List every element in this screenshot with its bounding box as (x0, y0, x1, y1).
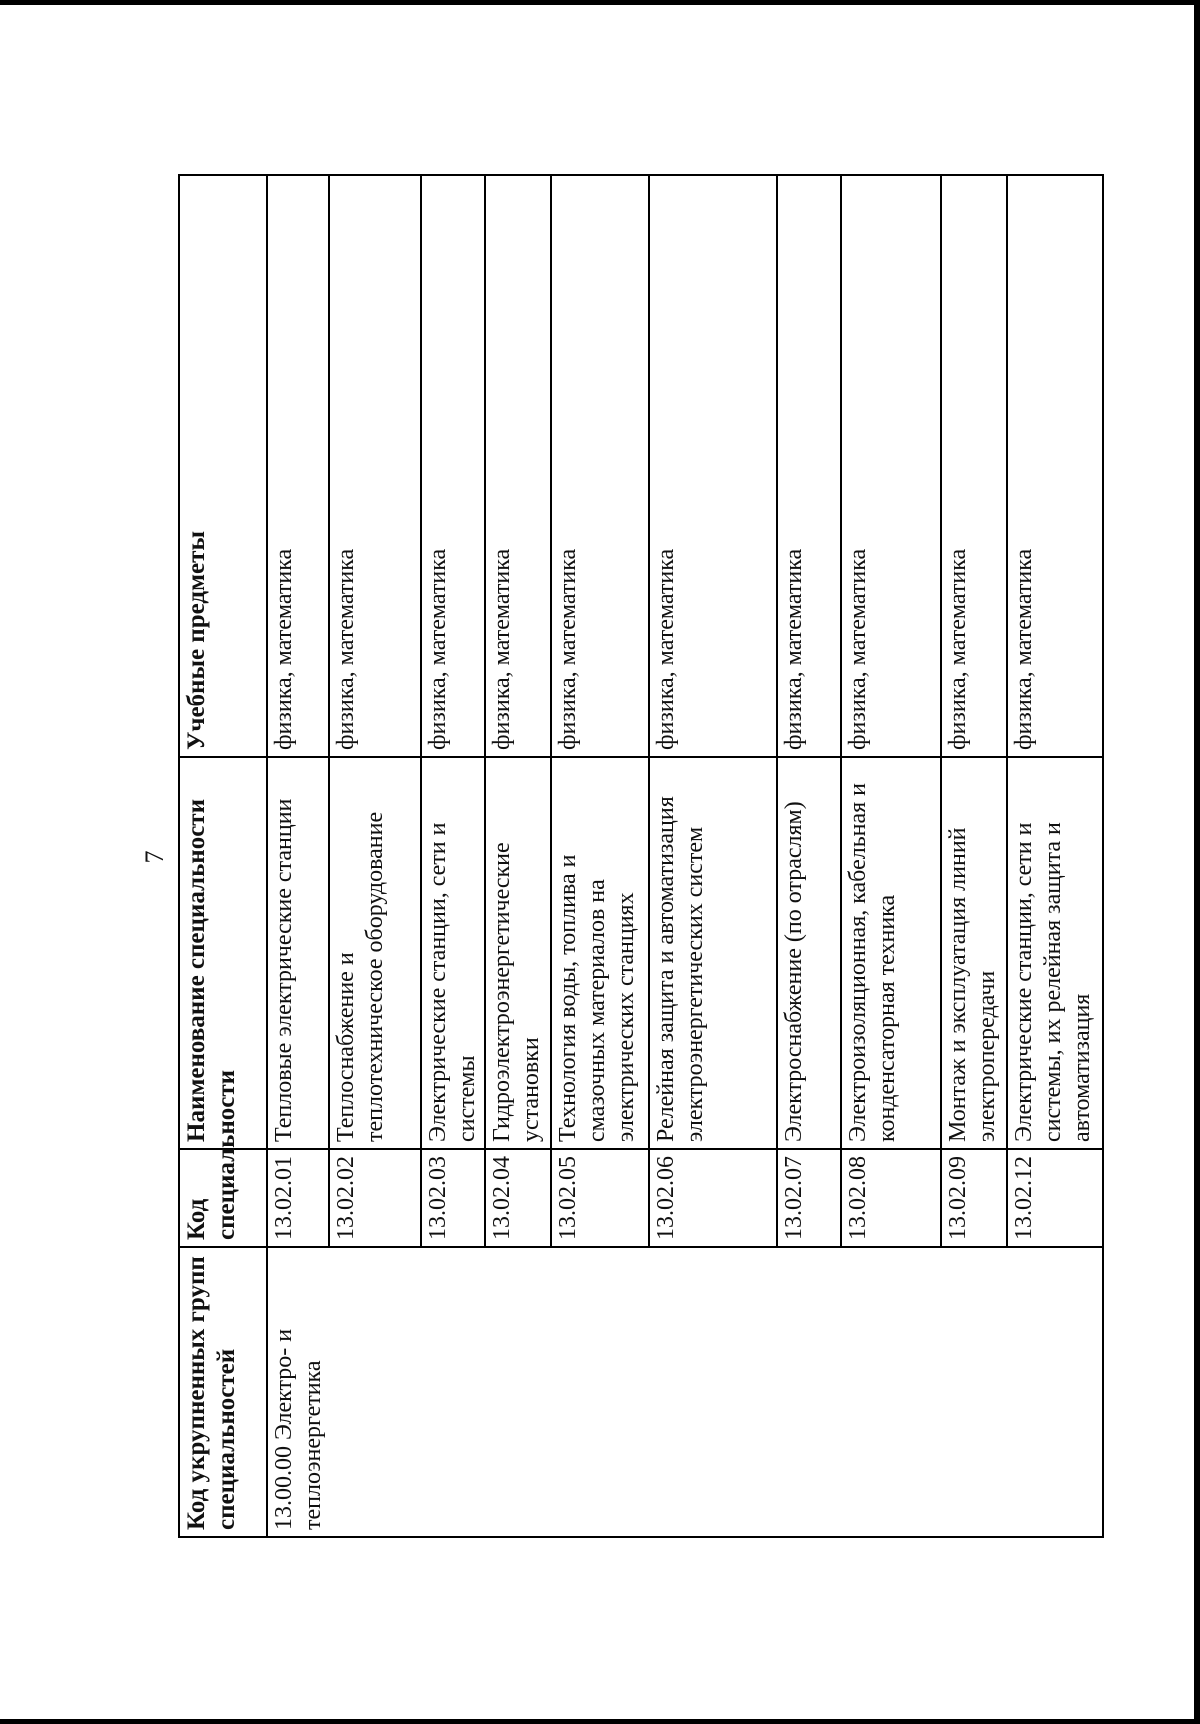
subjects-cell: физика, математика (941, 175, 1007, 757)
specialties-table (178, 174, 1104, 1538)
rotated-page-content (140, 176, 1095, 1538)
subjects-cell: физика, математика (421, 175, 485, 757)
specialty-code-cell: 13.02.04 (485, 1149, 551, 1247)
subjects-cell: физика, математика (841, 175, 941, 757)
specialty-name-cell: Релейная защита и автоматизация электроэнергетических систем (649, 757, 777, 1149)
specialty-code-cell: 13.02.07 (777, 1149, 841, 1247)
header-specialty-name: Наименование специальности (179, 757, 267, 1149)
subjects-cell: физика, математика (485, 175, 551, 757)
subjects-cell: физика, математика (551, 175, 649, 757)
specialty-code-cell: 13.02.12 (1007, 1149, 1103, 1247)
page-number: 7 (140, 850, 169, 864)
specialty-name-cell: Электрические станции, сети и системы, их релейная защита и автоматизация (1007, 757, 1103, 1149)
specialty-code-cell: 13.02.09 (941, 1149, 1007, 1247)
subjects-cell: физика, математика (777, 175, 841, 757)
scan-border-right (1194, 0, 1200, 1724)
specialty-name-cell: Электроснабжение (по отраслям) (777, 757, 841, 1149)
header-specialty-code: Код специальности (179, 1149, 267, 1247)
subjects-cell: физика, математика (1007, 175, 1103, 757)
header-subjects: Учебные предметы (179, 175, 267, 757)
subjects-cell: физика, математика (649, 175, 777, 757)
specialty-code-cell: 13.02.08 (841, 1149, 941, 1247)
specialty-code-cell: 13.02.01 (267, 1149, 329, 1247)
specialty-name-cell: Теплоснабжение и теплотехническое оборудование (329, 757, 421, 1149)
scan-border-bottom (0, 1719, 1200, 1724)
specialty-name-cell: Монтаж и эксплуатация линий электропередачи (941, 757, 1007, 1149)
specialty-name-cell: Технология воды, топлива и смазочных материалов на электрических станциях (551, 757, 649, 1149)
specialty-code-cell: 13.02.03 (421, 1149, 485, 1247)
specialty-code-cell: 13.02.06 (649, 1149, 777, 1247)
group-code-cell: 13.00.00 Электро- и теплоэнергетика (267, 1247, 1103, 1537)
specialty-name-cell: Тепловые электрические станции (267, 757, 329, 1149)
specialty-name-cell: Гидроэлектроэнергетические установки (485, 757, 551, 1149)
specialty-code-cell: 13.02.05 (551, 1149, 649, 1247)
subjects-cell: физика, математика (267, 175, 329, 757)
table-row (267, 175, 329, 1537)
scan-border-top (0, 0, 1200, 5)
table-header-row (179, 175, 267, 1537)
header-group-code: Код укрупненных групп специальностей (179, 1247, 267, 1537)
specialty-name-cell: Электроизоляционная, кабельная и конденсаторная техника (841, 757, 941, 1149)
subjects-cell: физика, математика (329, 175, 421, 757)
specialty-code-cell: 13.02.02 (329, 1149, 421, 1247)
specialty-name-cell: Электрические станции, сети и системы (421, 757, 485, 1149)
